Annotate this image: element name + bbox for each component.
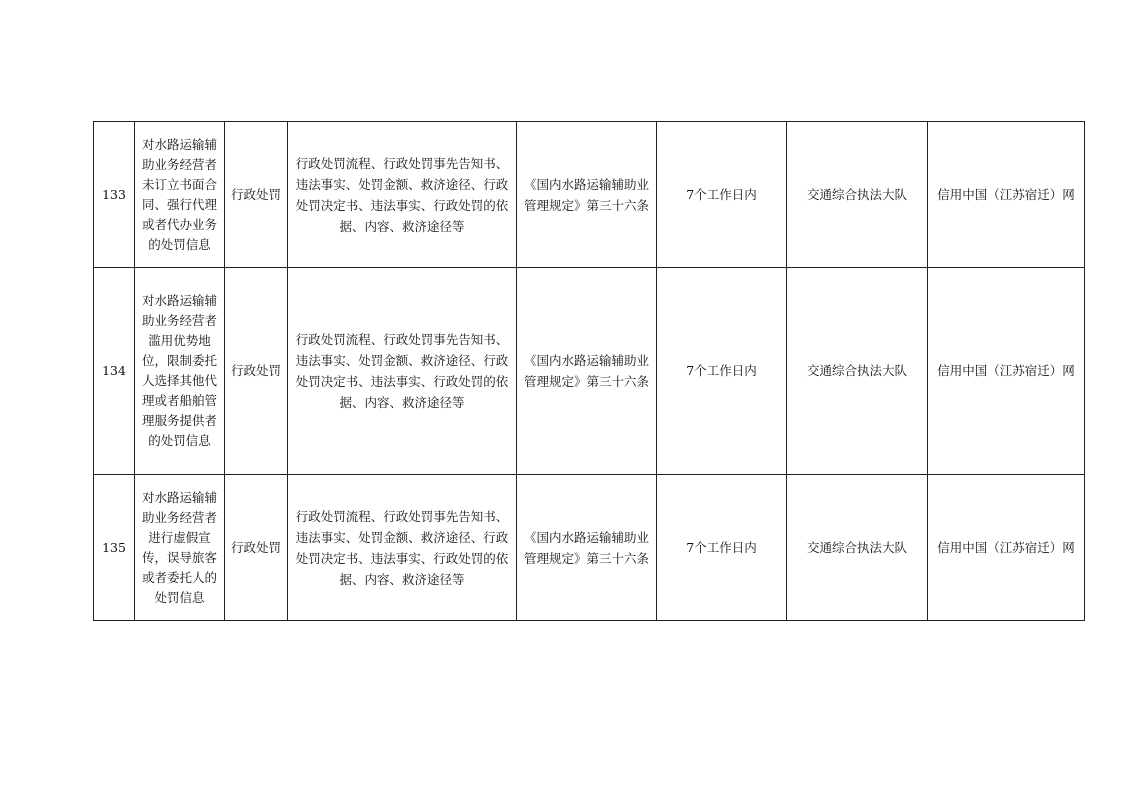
- table-row: [94, 268, 1085, 475]
- disclosure-table: [93, 121, 1085, 621]
- responsible-department: 交通综合执法大队: [787, 268, 928, 475]
- disclosure-channel: 信用中国（江苏宿迁）网: [928, 122, 1085, 268]
- time-limit: 7个工作日内: [657, 475, 787, 621]
- item-category: 行政处罚: [225, 268, 288, 475]
- row-number: 135: [94, 475, 135, 621]
- disclosure-channel: 信用中国（江苏宿迁）网: [928, 268, 1085, 475]
- item-category: 行政处罚: [225, 122, 288, 268]
- responsible-department: 交通综合执法大队: [787, 475, 928, 621]
- table-row: [94, 475, 1085, 621]
- legal-basis: 《国内水路运输辅助业管理规定》第三十六条: [517, 268, 657, 475]
- time-limit: 7个工作日内: [657, 122, 787, 268]
- item-name: 对水路运输辅助业务经营者进行虚假宣传，误导旅客或者委托人的处罚信息: [135, 475, 225, 621]
- row-number: 133: [94, 122, 135, 268]
- disclosure-content: 行政处罚流程、行政处罚事先告知书、违法事实、处罚金额、救济途径、行政处罚决定书、违法事实、行政处罚的依据、内容、救济途径等: [288, 268, 517, 475]
- row-number: 134: [94, 268, 135, 475]
- disclosure-content: 行政处罚流程、行政处罚事先告知书、违法事实、处罚金额、救济途径、行政处罚决定书、违法事实、行政处罚的依据、内容、救济途径等: [288, 475, 517, 621]
- responsible-department: 交通综合执法大队: [787, 122, 928, 268]
- item-name: 对水路运输辅助业务经营者未订立书面合同、强行代理或者代办业务的处罚信息: [135, 122, 225, 268]
- legal-basis: 《国内水路运输辅助业管理规定》第三十六条: [517, 475, 657, 621]
- item-category: 行政处罚: [225, 475, 288, 621]
- legal-basis: 《国内水路运输辅助业管理规定》第三十六条: [517, 122, 657, 268]
- time-limit: 7个工作日内: [657, 268, 787, 475]
- disclosure-channel: 信用中国（江苏宿迁）网: [928, 475, 1085, 621]
- disclosure-content: 行政处罚流程、行政处罚事先告知书、违法事实、处罚金额、救济途径、行政处罚决定书、违法事实、行政处罚的依据、内容、救济途径等: [288, 122, 517, 268]
- table-row: [94, 122, 1085, 268]
- item-name: 对水路运输辅助业务经营者滥用优势地位，限制委托人选择其他代理或者船舶管理服务提供者的处罚信息: [135, 268, 225, 475]
